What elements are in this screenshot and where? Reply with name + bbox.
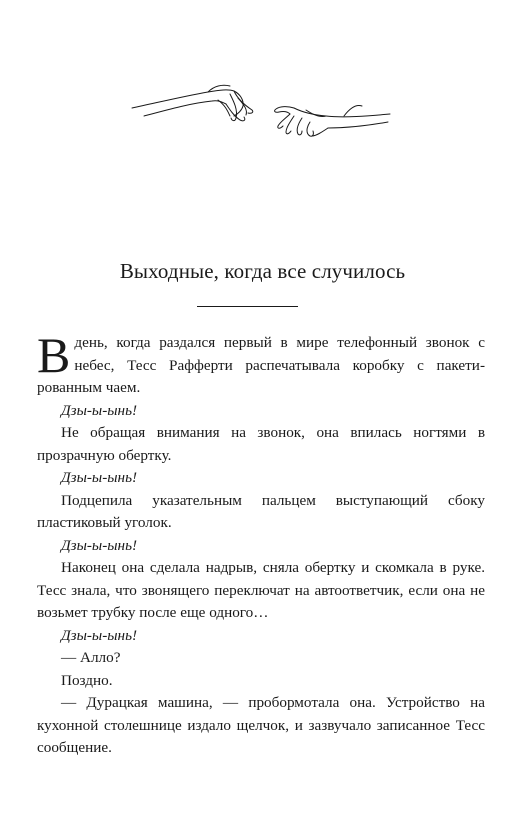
dropcap: В bbox=[37, 327, 71, 383]
paragraph: — Алло? bbox=[61, 649, 121, 666]
paragraph: Не обращая внимания на звонок, она впилась ногтями в прозрачную обертку. bbox=[37, 424, 485, 464]
paragraph-ring: Дзы-ы-ынь! bbox=[61, 401, 138, 419]
paragraph bbox=[37, 327, 485, 400]
paragraph-ring: Дзы-ы-ынь! bbox=[61, 469, 138, 486]
chapter-body bbox=[37, 327, 485, 760]
paragraph-ring: Дзы-ы-ынь! bbox=[61, 536, 138, 554]
creation-of-adam-hands-icon bbox=[130, 76, 392, 146]
paragraph: Подцепила указательным пальцем выступающий сбоку пластиковый уголок. bbox=[37, 491, 485, 531]
paragraph: Наконец она сделала надрыв, сняла обертку и скомкала в руке. Тесс знала, что звонящего переключат на автоответчик, если она не возьмет трубку после еще одного… bbox=[37, 559, 485, 621]
paragraph: Поздно. bbox=[61, 671, 113, 689]
paragraph-ring: Дзы-ы-ынь! bbox=[61, 626, 138, 644]
paragraph: — Дурацкая машина, — пробормотала она. Устройство на кухонной столешнице издало щелчок, и зазвучало записанное Тесс сообщение. bbox=[37, 694, 485, 756]
title-divider bbox=[197, 306, 298, 307]
chapter-title: Выходные, когда все случилось bbox=[119, 259, 406, 283]
paragraph-text: день, когда раздался первый в мире телефонный звонок с небес, Тесс Рафферти распечатывала коробку с пакетированным чаем. bbox=[37, 334, 485, 396]
